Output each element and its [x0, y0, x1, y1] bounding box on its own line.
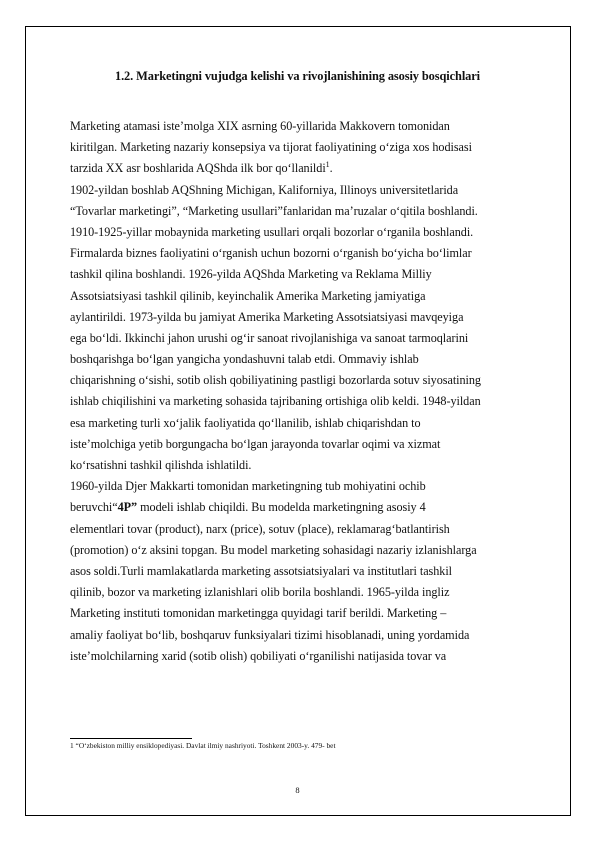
- body-line: ishlab chiqilishini va marketing sohasida tajribaning ortishiga olib keldi. 1948-yildan: [70, 394, 481, 409]
- body-line: Marketing atamasi iste’molga XIX asrning 60-yillarida Makkovern tomonidan: [70, 119, 450, 133]
- body-line: beruvchi“4P” modeli ishlab chiqildi. Bu modelda marketingning asosiy 4: [70, 500, 426, 515]
- body-line: amaliy faoliyat bo‘lib, boshqaruv funksiyalari tizimi hisoblanadi, uning yordamida: [70, 627, 470, 642]
- body-line: asos soldi.Turli mamlakatlarda marketing assotsiatsiyalari va institutlari tashkil: [70, 563, 453, 578]
- body-line: 1902-yildan boshlab AQShning Michigan, Kaliforniya, Illinoys universitetlarida: [70, 182, 459, 197]
- footnote-reference[interactable]: 1: [325, 160, 330, 170]
- body-line: “Tovarlar marketingi”, “Marketing usullari”fanlaridan ma’ruzalar o‘qitila boshlandi.: [70, 203, 478, 218]
- body-text: [70, 116, 552, 667]
- body-line: kiritilgan. Marketing nazariy konsepsiya va tijorat faoliyatining o‘ziga xos hodisasi: [70, 140, 472, 155]
- body-line: iste’molchilarning xarid (sotib olish) qobiliyati o‘rganilishi natijasida tovar va: [70, 648, 447, 663]
- body-line: iste’molchiga yetib borgungacha bo‘lgan jarayonda tovarlar oqimi va xizmat: [70, 436, 441, 451]
- body-line: ega bo‘ldi. Ikkinchi jahon urushi og‘ir sanoat rivojlanishiga va sanoat tarmoqlarini: [70, 330, 469, 345]
- body-line: aylantirildi. 1973-yilda bu jamiyat Amerika Marketing Assotsiatsiyasi mavqeyiga: [70, 309, 464, 324]
- body-line: qilinib, bozor va marketing izlanishlari olib borila boshlandi. 1965-yilda ingliz: [70, 585, 450, 600]
- body-line: Marketing instituti tomonidan marketingga quyidagi tarif berildi. Marketing –: [70, 606, 447, 621]
- body-line: 1910-1925-yillar mobaynida marketing usullari orqali bozorlar o‘rganila boshlandi.: [70, 224, 474, 239]
- body-line: chiqarishning o‘sishi, sotib olish qobiliyatining pastligi bozorlarda sotuv siyosatining: [70, 373, 481, 388]
- page-number: 8: [295, 785, 300, 795]
- body-line: boshqarishga bo‘lgan yangicha yondashuvni talab etdi. Ommaviy ishlab: [70, 352, 419, 367]
- body-line: 1960-yilda Djer Makkarti tomonidan marketingning tub mohiyatini ochib: [70, 479, 426, 494]
- body-line: elementlari tovar (product), narx (price), sotuv (place), reklamarag‘batlantirish: [70, 521, 450, 536]
- body-line: (promotion) o‘z aksini topgan. Bu model marketing sohasidagi nazariy izlanishlarga: [70, 542, 477, 557]
- body-line: ko‘rsatishni tashkil qilishda ishlatildi.: [70, 458, 252, 472]
- model-name: 4P”: [117, 500, 138, 515]
- body-line: Assotsiatsiyasi tashkil qilinib, keyinchalik Amerika Marketing jamiyatiga: [70, 288, 426, 303]
- footnote-separator: [70, 738, 192, 739]
- body-line: tarzida XX asr boshlarida AQShda ilk bor qo‘llanildi$^1$.: [70, 160, 333, 176]
- footnote-text: 1 “O‘zbekiston milliy ensiklopediyasi. Davlat ilmiy nashriyoti. Toshkent 2003-y. 479- bet: [70, 741, 336, 750]
- body-line: esa marketing turli xo‘jalik faoliyatida qo‘llanilib, ishlab chiqarishdan to: [70, 415, 421, 430]
- body-line: tashkil qilina boshlandi. 1926-yilda AQShda Marketing va Reklama Milliy: [70, 267, 432, 282]
- section-heading: 1.2. Marketingni vujudga kelishi va rivojlanishining asosiy bosqichlari: [114, 69, 481, 83]
- body-line: Firmalarda biznes faoliyatini o‘rganish uchun bozorni o‘rganish bo‘yicha bo‘limlar: [70, 246, 472, 261]
